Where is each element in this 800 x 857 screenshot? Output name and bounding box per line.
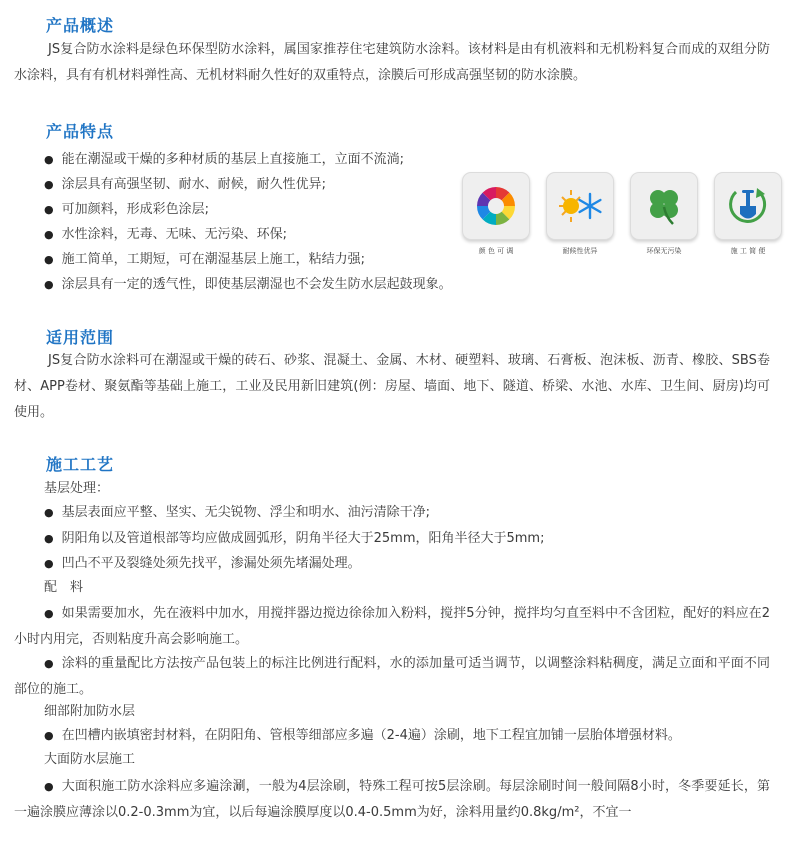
feature-icon-caption: 施 工 简 便	[730, 247, 766, 255]
feature-item: ● 水性涂料，无毒、无味、无污染、环保;	[44, 225, 287, 245]
feature-item: ● 涂层具有高强坚韧、耐水、耐候，耐久性优异;	[44, 175, 326, 195]
large-label: 大面防水层施工	[44, 752, 136, 767]
feature-icon-easy	[714, 172, 782, 256]
base-item: ● 凹凸不平及裂缝处须先找平，渗漏处须先堵漏处理。	[44, 554, 361, 574]
feature-icon-eco	[630, 172, 698, 256]
feature-item: ● 可加颜料，形成彩色涂层;	[44, 200, 209, 220]
base-label: 基层处理：	[44, 481, 110, 496]
feature-item: ● 能在潮湿或干燥的多种材质的基层上直接施工，立面不流淌;	[44, 150, 404, 170]
base-item: ● 阴阳角以及管道根部等均应做成圆弧形，阴角半径大于25mm，阳角半径大于5mm;	[44, 529, 544, 549]
scope-paragraph: JS复合防水涂料可在潮湿或干燥的砖石、砂浆、混凝土、金属、木材、硬塑料、玻璃、石膏板、泡沫板、沥青、橡胶、SBS卷材、APP卷材、聚氨酯等基础上施工，工业及民用新旧建筑(例：房屋、墙面、地下、隧道、桥梁、水池、水库、卫生间、厨房)均可使用。	[14, 353, 770, 420]
detail-label: 细部附加防水层	[44, 704, 136, 719]
overview-paragraph: JS复合防水涂料是绿色环保型防水涂料，属国家推荐住宅建筑防水涂料。该材料是由有机液料和无机粉料复合而成的双组分防水涂料，具有有机材料弹性高、无机材料耐久性好的双重特点，涂膜后可形成高强坚韧的防水涂膜。	[14, 42, 770, 83]
large-item: ● 大面积施工防水涂料应多遍涂涮，一般为4层涂刷，特殊工程可按5层涂刷。每层涂刷时间一般间隔8小时，冬季要延长，第一遍涂膜应薄涂以0.2-0.3mm为宜，以后每遍涂膜厚度以0.4-0.5mm为好，涂料用量约0.8kg/m²，不宜一	[14, 774, 770, 826]
process-title: 施工工艺	[46, 455, 115, 474]
scope-title: 适用范围	[46, 328, 115, 347]
feature-item: ● 涂层具有一定的透气性，即使基层潮湿也不会发生防水层起鼓现象。	[44, 275, 452, 295]
overview-title: 产品概述	[46, 16, 115, 35]
feature-icon-caption: 耐候性优异	[562, 247, 598, 255]
base-item: ● 基层表面应平整、坚实、无尖锐物、浮尘和明水、油污清除干净;	[44, 503, 430, 523]
detail-item: ● 在凹槽内嵌填密封材料，在阴阳角、管根等细部应多遍（2-4遍）涂刷，地下工程宜加铺一层胎体增强材料。	[44, 726, 681, 746]
shovel-icon	[725, 183, 771, 229]
feature-icon-caption: 颜 色 可 调	[478, 247, 514, 255]
feature-icon-weather	[546, 172, 614, 256]
mix-item: ● 如果需要加水，先在液料中加水，用搅拌器边搅边徐徐加入粉料，搅拌5分钟，搅拌均匀直至料中不含团粒，配好的料应在2小时内用完，否则粘度升高会影响施工。	[14, 601, 770, 653]
sun-snow-icon	[556, 186, 604, 226]
feature-icons	[462, 172, 792, 262]
features-title: 产品特点	[46, 122, 115, 141]
feature-item: ● 施工简单，工期短，可在潮湿基层上施工，粘结力强;	[44, 250, 365, 270]
clover-icon	[643, 185, 685, 227]
feature-icon-caption: 环保无污染	[646, 247, 682, 255]
color-wheel-icon	[474, 184, 518, 228]
mix-label: 配 料	[44, 580, 84, 595]
feature-icon-color	[462, 172, 530, 256]
mix-item: ● 涂料的重量配比方法按产品包装上的标注比例进行配料，水的添加量可适当调节，以调整涂料粘稠度，满足立面和平面不同部位的施工。	[14, 651, 770, 703]
